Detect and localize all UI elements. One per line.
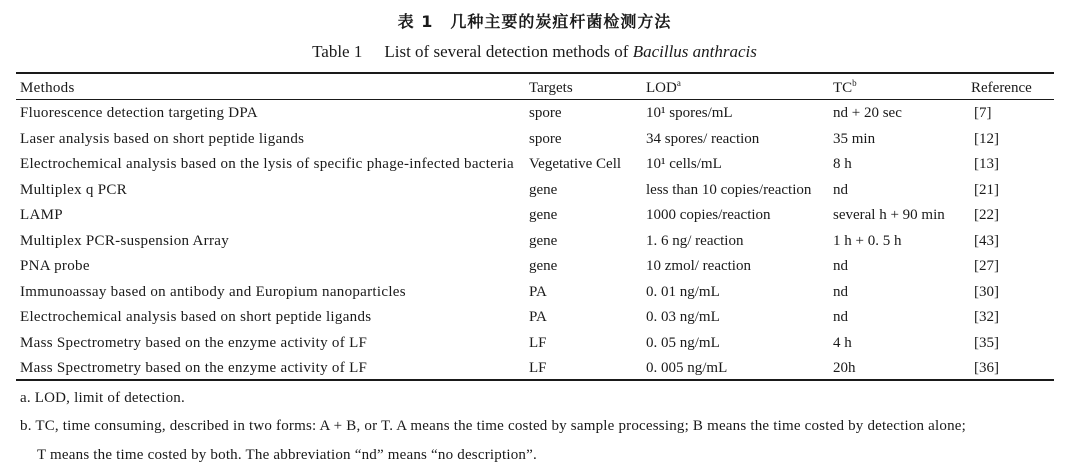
- cell-reference: [32]: [974, 309, 999, 325]
- table-row: [0, 254, 1069, 280]
- chinese-table-title: 表 1 几种主要的炭疽杆菌检测方法: [397, 12, 672, 31]
- cell-target: PA: [529, 309, 547, 325]
- cell-lod: 34 spores/ reaction: [646, 130, 760, 147]
- cell-reference: [22]: [974, 207, 999, 223]
- cell-reference: [36]: [974, 360, 999, 376]
- cell-tc: 1 h + 0. 5 h: [833, 232, 902, 249]
- cell-lod: 0. 005 ng/mL: [646, 360, 728, 376]
- cell-tc: nd: [833, 258, 848, 274]
- header-tc: [833, 79, 857, 97]
- cell-lod: 0. 01 ng/mL: [646, 283, 720, 300]
- footnote-b-line2: T means the time costed by both. The abbreviation “nd” means “no description”.: [37, 447, 537, 463]
- cell-target: gene: [529, 181, 558, 198]
- cell-tc: nd: [833, 181, 848, 198]
- table-row: [0, 203, 1069, 229]
- cell-method: Mass Spectrometry based on the enzyme activity of LF: [20, 360, 368, 376]
- cell-method: Electrochemical analysis based on short peptide ligands: [20, 309, 372, 325]
- cell-tc: 35 min: [833, 130, 876, 147]
- footnote-a: a. LOD, limit of detection.: [20, 390, 185, 406]
- header-tc-sup: b: [852, 78, 857, 88]
- cell-tc: 4 h: [833, 334, 852, 351]
- cell-lod: less than 10 copies/reaction: [646, 181, 812, 198]
- cell-reference: [7]: [974, 105, 992, 121]
- cell-method: Immunoassay based on antibody and Europium nanoparticles: [20, 283, 406, 300]
- header-tc-text: TC: [833, 80, 853, 96]
- english-table-title: [0, 42, 1069, 62]
- cell-target: LF: [529, 360, 547, 376]
- cell-lod: 0. 05 ng/mL: [646, 334, 720, 351]
- table-row: [0, 152, 1069, 178]
- cell-reference: [27]: [974, 258, 999, 274]
- cell-lod: 0. 03 ng/mL: [646, 309, 720, 325]
- cell-tc: nd + 20 sec: [833, 105, 902, 121]
- header-targets: Targets: [529, 80, 573, 96]
- cell-lod: 1. 6 ng/ reaction: [646, 232, 744, 249]
- table-row: [0, 305, 1069, 331]
- table-row: [0, 280, 1069, 306]
- cell-reference: [35]: [974, 334, 999, 351]
- cell-target: Vegetative Cell: [529, 156, 622, 172]
- cell-method: Laser analysis based on short peptide ligands: [20, 130, 305, 147]
- cell-lod: 10¹ cells/mL: [646, 156, 722, 172]
- header-reference: Reference: [971, 80, 1032, 96]
- header-lod: [646, 79, 681, 97]
- cell-reference: [21]: [974, 181, 999, 198]
- cell-target: gene: [529, 207, 558, 223]
- cell-method: LAMP: [20, 207, 63, 223]
- cell-target: spore: [529, 130, 562, 147]
- cell-tc: 8 h: [833, 156, 852, 172]
- cell-method: Mass Spectrometry based on the enzyme activity of LF: [20, 334, 368, 351]
- cell-tc: 20h: [833, 360, 856, 376]
- footnote-b-line1: b. TC, time consuming, described in two forms: A + B, or T. A means the time costed by sample processing; B means the time costed by detection alone;: [20, 418, 967, 434]
- table-title-species: Bacillus anthracis: [632, 42, 757, 61]
- table-row: [0, 127, 1069, 153]
- table-top-rule: [16, 72, 1054, 74]
- table-row: [0, 356, 1069, 382]
- cell-method: Fluorescence detection targeting DPA: [20, 105, 258, 121]
- cell-tc: nd: [833, 283, 848, 300]
- table-row: [0, 101, 1069, 127]
- cell-reference: [13]: [974, 156, 999, 172]
- cell-target: LF: [529, 334, 547, 351]
- table-title-text: List of several detection methods of: [384, 42, 629, 61]
- cell-method: Multiplex PCR-suspension Array: [20, 232, 230, 249]
- cell-target: spore: [529, 105, 562, 121]
- cell-lod: 10¹ spores/mL: [646, 105, 733, 121]
- cell-target: PA: [529, 283, 547, 300]
- cell-method: Electrochemical analysis based on the lysis of specific phage-infected bacteria: [20, 156, 514, 172]
- table-row: [0, 331, 1069, 357]
- cell-method: PNA probe: [20, 258, 90, 274]
- cell-tc: nd: [833, 309, 848, 325]
- cell-tc: several h + 90 min: [833, 207, 945, 223]
- header-lod-sup: a: [676, 78, 681, 88]
- table-row: [0, 178, 1069, 204]
- cell-reference: [12]: [974, 130, 999, 147]
- table-row: [0, 229, 1069, 255]
- table-label: Table 1: [312, 42, 363, 61]
- cell-lod: 10 zmol/ reaction: [646, 258, 751, 274]
- cell-target: gene: [529, 232, 558, 249]
- cell-reference: [43]: [974, 232, 999, 249]
- header-lod-text: LOD: [646, 80, 677, 96]
- cell-target: gene: [529, 258, 558, 274]
- table-header-row: [0, 76, 1069, 102]
- header-methods: Methods: [20, 80, 75, 96]
- cell-method: Multiplex q PCR: [20, 181, 128, 198]
- cell-reference: [30]: [974, 283, 999, 300]
- cell-lod: 1000 copies/reaction: [646, 207, 771, 223]
